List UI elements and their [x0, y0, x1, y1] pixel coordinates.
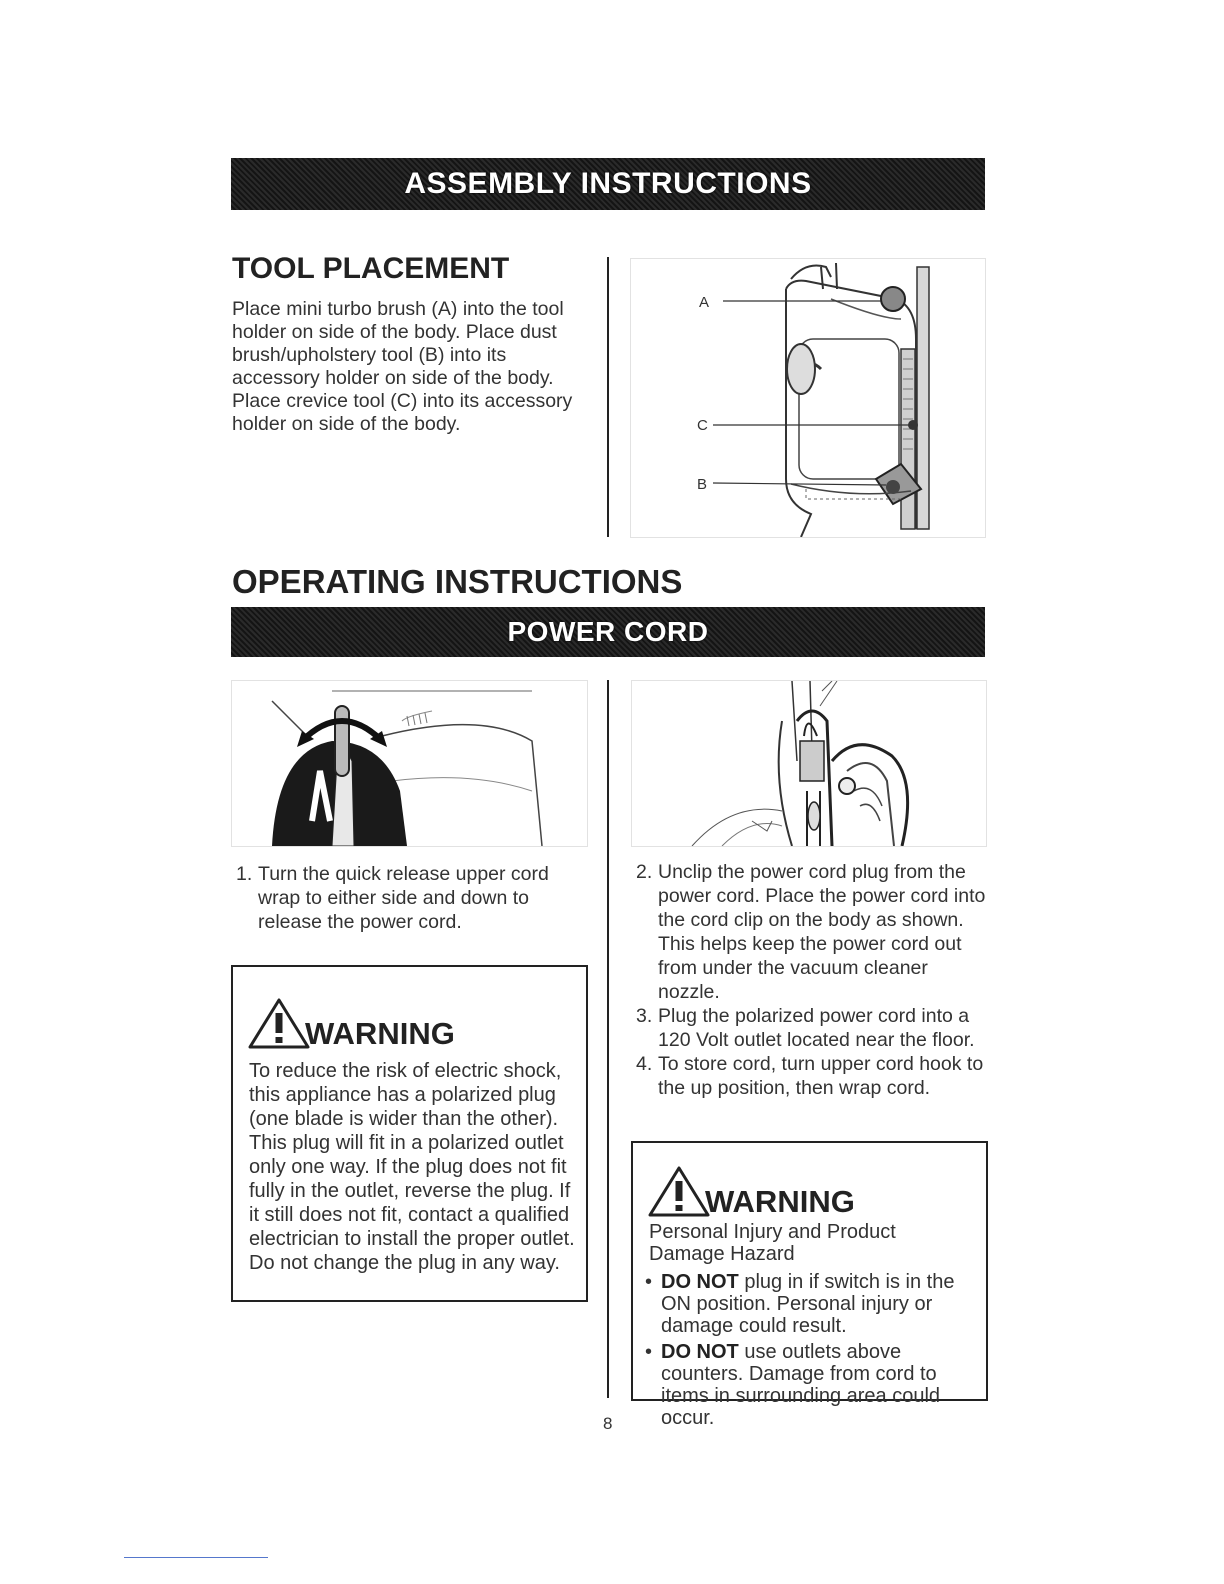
tool-placement-text: Place mini turbo brush (A) into the tool holder on side of the body. Place dust brush/upholstery tool (B) into its accessory holder on side of the body. Place crevice tool (C) into its accessory holder on side of the body.: [232, 298, 573, 435]
power-cord-banner: [231, 607, 985, 657]
warning-bullet-2: [645, 1341, 975, 1429]
step-number: 2.: [636, 861, 653, 883]
warning-bullet-1: [645, 1271, 975, 1337]
operating-instructions-title: OPERATING INSTRUCTIONS: [232, 563, 683, 600]
footer-rule: [124, 1557, 268, 1558]
cord-clip-illustration: [631, 680, 987, 847]
cord-clip-drawing: [632, 681, 986, 846]
step-text: Unclip the power cord plug from the power cord. Place the power cord into the cord clip on the body as shown. This helps keep the power cord out from under the vacuum cleaner nozzle.: [658, 861, 986, 1003]
tool-placement-illustration: [630, 258, 986, 538]
warning-header: [647, 1165, 855, 1217]
label-c: C: [697, 417, 708, 434]
warning-title: WARNING: [305, 1016, 455, 1051]
steps-list-right: [636, 860, 986, 1100]
step-text: To store cord, turn upper cord hook to the up position, then wrap cord.: [658, 1053, 984, 1099]
warning-box-electric-shock: [231, 965, 588, 1302]
step-1: [236, 862, 576, 934]
step-number: 1.: [236, 863, 253, 885]
power-cord-banner-text: POWER CORD: [507, 616, 709, 647]
step-text: Turn the quick release upper cord wrap to either side and down to release the power cord.: [258, 863, 549, 933]
label-a: A: [699, 294, 710, 311]
step-4: [636, 1052, 986, 1100]
steps-list-left: [236, 862, 576, 934]
bullet-dot-icon: •: [645, 1341, 653, 1363]
warning-text: To reduce the risk of electric shock, this appliance has a polarized plug (one blade is wider than the other). This plug will fit in a polarized outlet only one way. If the plug does not fit fully in the outlet, reverse the plug. If it still does not fit, contact a qualified electrician to install the proper outlet. Do not change the plug in any way.: [249, 1060, 575, 1274]
vacuum-side-drawing: [631, 259, 985, 537]
warning-triangle-icon: [647, 1165, 711, 1217]
assembly-instructions-banner: [231, 158, 985, 210]
warning-box-injury-hazard: [631, 1141, 988, 1429]
cord-wrap-illustration: [231, 680, 588, 847]
warning-triangle-icon: [247, 997, 311, 1049]
step-2: [636, 860, 986, 1004]
step-text: Plug the polarized power cord into a 120 Volt outlet located near the floor.: [658, 1005, 975, 1051]
warning-title: WARNING: [705, 1184, 855, 1219]
step-number: 4.: [636, 1053, 653, 1075]
tool-placement-title: TOOL PLACEMENT: [232, 252, 510, 285]
label-b: B: [697, 476, 708, 493]
page-number: 8: [603, 1414, 613, 1433]
bullet-emphasis: DO NOT: [661, 1271, 739, 1293]
warning-intro: Personal Injury and Product Damage Hazard: [649, 1221, 896, 1265]
warning-header: [247, 997, 455, 1049]
step-number: 3.: [636, 1005, 653, 1027]
bullet-emphasis: DO NOT: [661, 1341, 739, 1363]
bullet-text: use outlets above counters. Damage from cord to items in surrounding area could occur.: [661, 1341, 941, 1429]
bullet-dot-icon: •: [645, 1271, 653, 1293]
assembly-banner-text: ASSEMBLY INSTRUCTIONS: [404, 167, 812, 200]
column-divider-top: [607, 257, 609, 537]
column-divider-bottom: [607, 680, 609, 1398]
bullet-text: plug in if switch is in the ON position. Personal injury or damage could result.: [661, 1271, 955, 1337]
cord-release-drawing: [232, 681, 587, 846]
step-3: [636, 1004, 986, 1052]
